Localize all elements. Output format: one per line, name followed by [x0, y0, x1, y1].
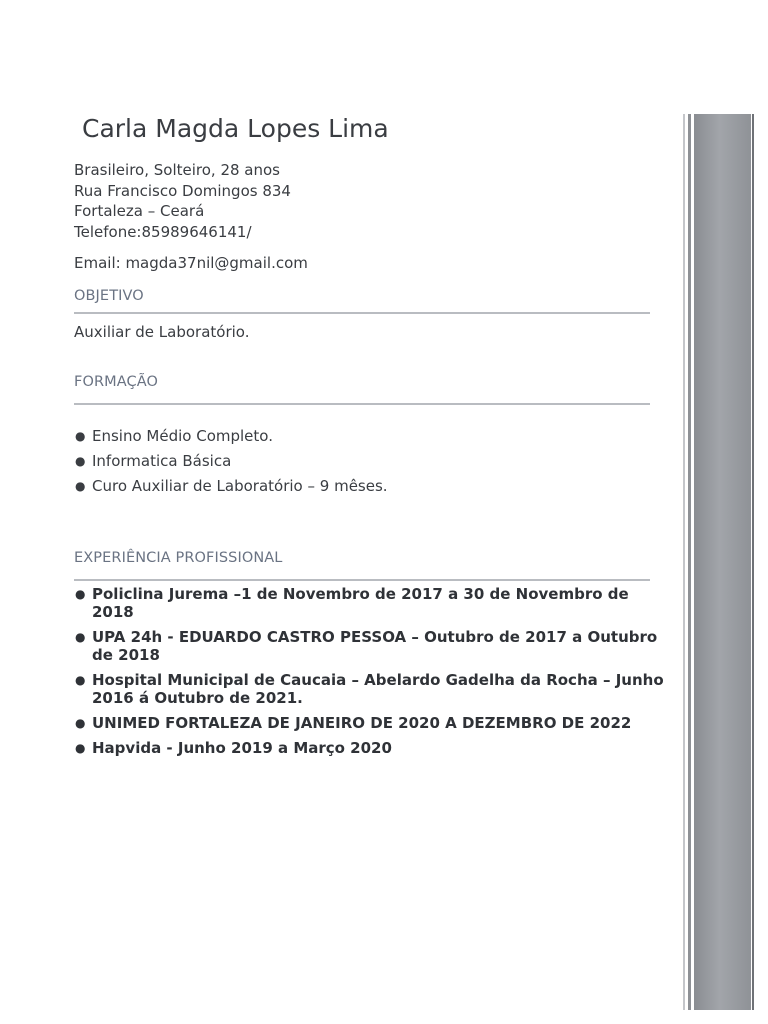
- list-item-text: UPA 24h - EDUARDO CASTRO PESSOA – Outubro de 2017 a Outubro de 2018: [92, 628, 658, 664]
- bullet-icon: ●: [75, 716, 86, 730]
- bullet-icon: ●: [75, 673, 86, 687]
- email: Email: magda37nil@gmail.com: [74, 254, 308, 272]
- list-item-text: Hapvida - Junho 2019 a Março 2020: [92, 739, 392, 757]
- list-item-text: Policlina Jurema –1 de Novembro de 2017 a 30 de Novembro de 2018: [92, 585, 629, 621]
- phone: Telefone:85989646141/: [74, 222, 252, 241]
- section-divider: [74, 312, 650, 314]
- list-item: [74, 628, 664, 664]
- list-item-text: Informatica Básica: [92, 452, 232, 470]
- bullet-icon: ●: [75, 479, 86, 493]
- list-item: [74, 474, 664, 499]
- list-item: [74, 714, 664, 732]
- address-city: Fortaleza – Ceará: [74, 202, 205, 220]
- list-item: [74, 424, 664, 449]
- bullet-icon: ●: [75, 741, 86, 755]
- experiencia-list: [74, 585, 664, 764]
- section-title-formacao: FORMAÇÃO: [74, 374, 159, 390]
- list-item: [74, 449, 664, 474]
- bullet-icon: ●: [75, 454, 86, 468]
- address-street: Rua Francisco Domingos 834: [74, 181, 291, 200]
- section-title-objetivo: OBJETIVO: [74, 288, 144, 304]
- decorative-stripe: [688, 114, 691, 1010]
- bullet-icon: ●: [75, 429, 86, 443]
- list-item-text: Curo Auxiliar de Laboratório – 9 mêses.: [92, 477, 388, 495]
- list-item: [74, 671, 664, 707]
- list-item: [74, 585, 664, 621]
- list-item-text: UNIMED FORTALEZA DE JANEIRO DE 2020 A DEZEMBRO DE 2022: [92, 714, 632, 732]
- section-divider: [74, 579, 650, 581]
- formacao-list: [74, 424, 664, 499]
- decorative-sidebar: [694, 114, 751, 1010]
- objetivo-text: Auxiliar de Laboratório.: [74, 323, 250, 341]
- section-title-experiencia: EXPERIÊNCIA PROFISSIONAL: [74, 550, 283, 566]
- decorative-stripe: [752, 114, 754, 1010]
- section-divider: [74, 403, 650, 405]
- personal-details: Brasileiro, Solteiro, 28 anos: [74, 161, 280, 179]
- bullet-icon: ●: [75, 587, 86, 601]
- list-item-text: Ensino Médio Completo.: [92, 427, 273, 445]
- contact-info: [74, 160, 291, 242]
- bullet-icon: ●: [75, 630, 86, 644]
- decorative-stripe: [683, 114, 685, 1010]
- candidate-name: Carla Magda Lopes Lima: [82, 114, 389, 143]
- list-item-text: Hospital Municipal de Caucaia – Abelardo Gadelha da Rocha – Junho 2016 á Outubro de 2021.: [92, 671, 664, 707]
- list-item: [74, 739, 664, 757]
